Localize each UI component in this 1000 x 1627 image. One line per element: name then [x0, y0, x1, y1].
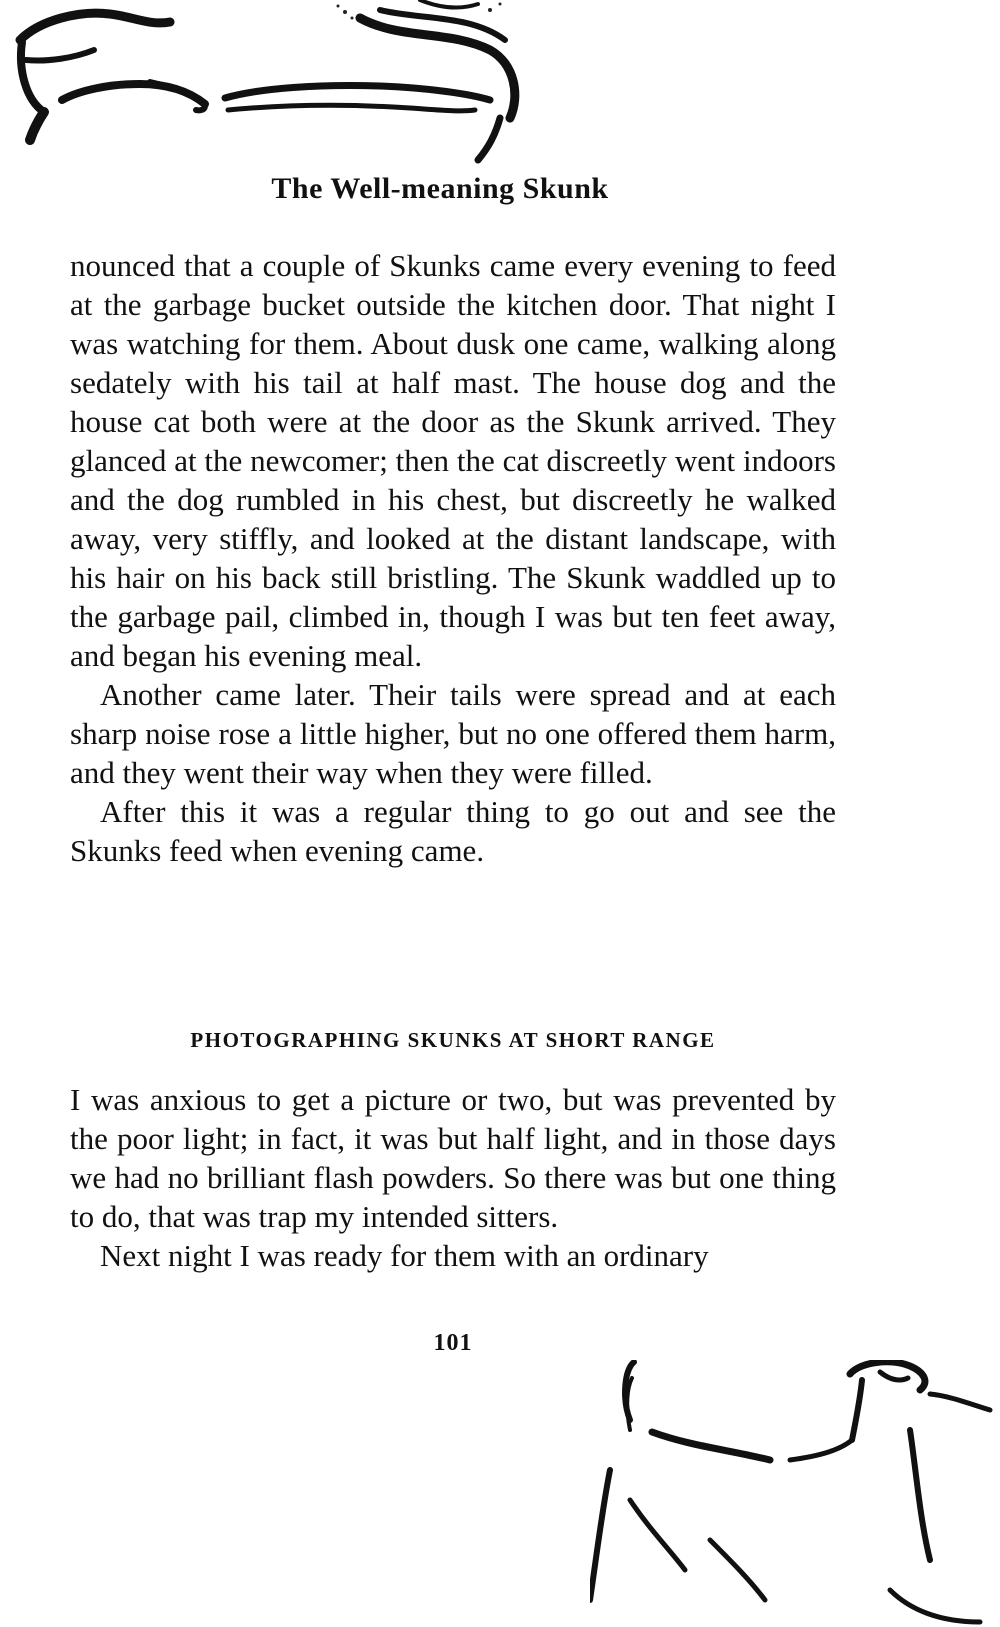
body-text-lower [70, 1080, 836, 1275]
paragraph-4: I was anxious to get a picture or two, but was prevented by the poor light; in fact, it was but half light, and in those days we had no brilliant flash powders. So there was but one thing to do, that was trap my intended sitters. [70, 1082, 836, 1234]
dog-sketch-illustration [590, 1360, 1000, 1627]
paragraph-1: nounced that a couple of Skunks came every evening to feed at the garbage bucket outside the kitchen door. That night I was watching for them. About dusk one came, walking along sedately with his tail at half mast. The house dog and the house cat both were at the door as the Skunk arrived. They glanced at the newcomer; then the cat discreetly went indoors and the dog rumbled in his chest, but discreetly he walked away, very stiffly, and looked at the distant landscape, with his hair on his back still bristling. The Skunk waddled up to the garbage pail, climbed in, though I was but ten feet away, and began his evening meal. [70, 248, 836, 673]
section-heading: PHOTOGRAPHING SKUNKS AT SHORT RANGE [190, 1028, 716, 1052]
paragraph-3: After this it was a regular thing to go out and see the Skunks feed when evening came. [70, 794, 836, 868]
paragraph-2: Another came later. Their tails were spread and at each sharp noise rose a little higher, but no one offered them harm, and they went their way when they were filled. [70, 677, 836, 790]
running-head: The Well-meaning Skunk [271, 172, 609, 205]
body-text-upper [70, 246, 836, 870]
paragraph-5: Next night I was ready for them with an ordinary [100, 1238, 709, 1273]
page-number: 101 [433, 1330, 473, 1356]
skunk-sketch-illustration [0, 0, 560, 185]
